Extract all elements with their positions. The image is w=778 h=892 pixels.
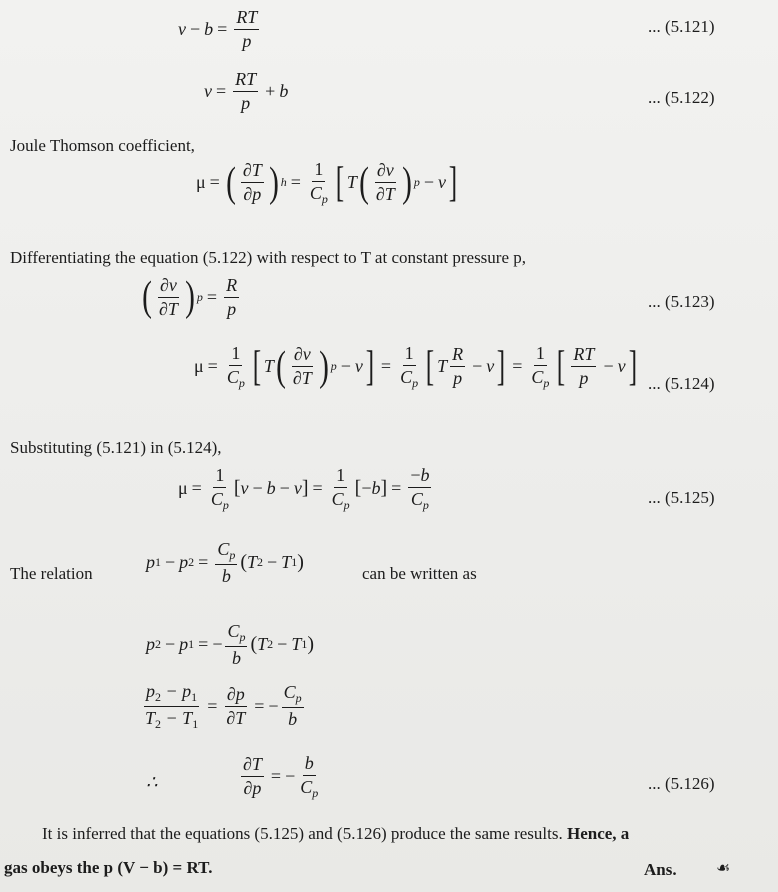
text-relation-prefix: The relation — [10, 564, 93, 583]
equation-relation: p 1 − p 2 = $\frac{C_p}{b}$ ( T 2 − T 1 ) — [146, 539, 304, 586]
text-conclusion-line-2: gas obeys the p (V − b) = RT. — [4, 858, 213, 877]
text-substituting: Substituting (5.121) in (5.124), — [10, 438, 222, 457]
eq-number-5-122: ... (5.122) — [648, 88, 715, 107]
text-conclusion-line-1 — [42, 824, 629, 844]
eq-number-5-123: ... (5.123) — [648, 292, 715, 311]
eq-number-5-124: ... (5.124) — [648, 374, 715, 393]
equation-5-126: $\frac{\partial T}{\partial p}$ = − $\frac{b}{C_p}$ — [243, 753, 319, 800]
text-differentiating: Differentiating the equation (5.122) with respect to T at constant pressure p, — [10, 248, 527, 267]
equation-5-122: v = $\frac{RT}{p}$ + b — [204, 69, 289, 113]
end-mark-icon: ☙ — [716, 860, 731, 877]
eq-number-5-126: ... (5.126) — [648, 774, 715, 793]
equation-5-124: μ = $\frac{1}{C_p}$ [ T ( $\frac{\partial v}{\partial T}$ ) p − v ] = $\frac{1}{C_p}$ [ T $\frac{R}{p}$ − v ] = $\frac{1}{C_p}$ [ $\frac{RT}{p}$ − v ] — [194, 343, 637, 390]
therefore-symbol: ∴ — [146, 772, 158, 792]
answer-label: Ans. — [644, 860, 677, 879]
equation-ratio: $\frac{p_2 - p_1}{T_2 - T_1}$ = $\frac{\partial p}{\partial T}$ = − $\frac{C_p}{b}$ — [145, 681, 302, 731]
equation-p2-minus-p1: p 2 − p 1 = − $\frac{C_p}{b}$ ( T 2 − T 1 ) — [146, 621, 315, 668]
conclusion-hence: Hence, a — [566, 824, 630, 843]
equation-mu-definition: μ = ( $\frac{\partial T}{\partial p}$ ) h = $\frac{1}{C_p}$ [ T ( $\frac{\partial v}{\partial T}$ ) p − v ] — [196, 159, 458, 206]
text-relation-suffix: can be written as — [362, 564, 477, 583]
equation-5-121: v − b = $\frac{RT}{p}$ — [178, 7, 258, 51]
text-joule-thomson: Joule Thomson coefficient, — [10, 136, 195, 155]
equation-5-125: μ = $\frac{1}{C_p}$ [ v − b − v ] = $\frac{1}{C_p}$ [ − b ] = $\frac{-b}{C_p}$ — [178, 465, 430, 512]
equation-5-123: ( $\frac{\partial v}{\partial T}$ ) p = $\frac{R}{p}$ — [142, 274, 238, 321]
eq-number-5-121: ... (5.121) — [648, 17, 715, 36]
conclusion-text: It is inferred that the equations (5.125) and (5.126) produce the same results. — [42, 824, 563, 843]
eq-number-5-125: ... (5.125) — [648, 488, 715, 507]
